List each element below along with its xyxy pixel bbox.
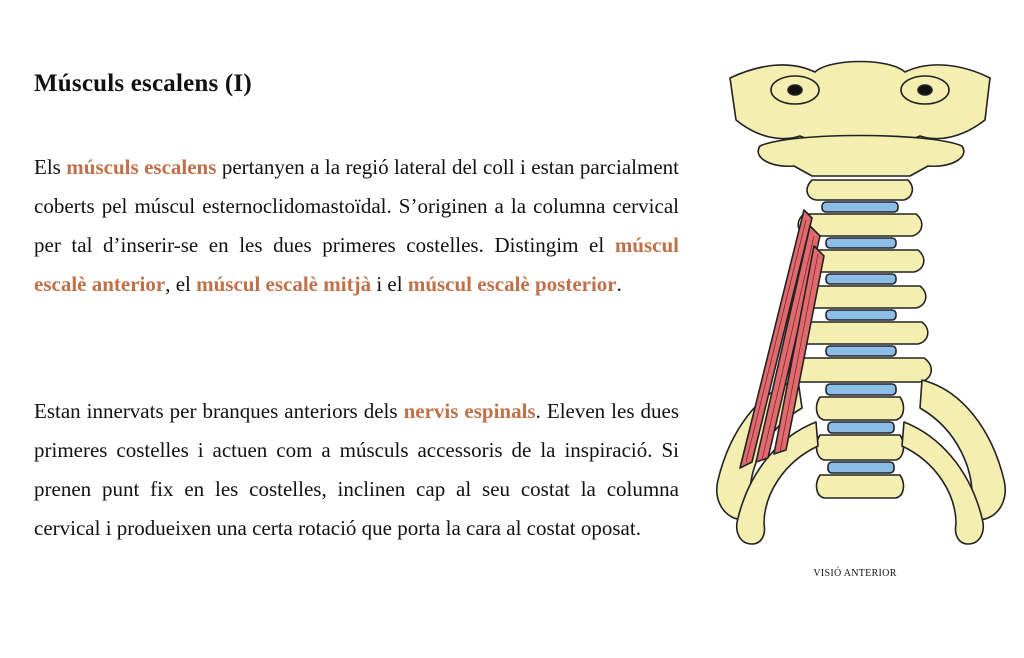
figure-caption: VISIÓ ANTERIOR	[813, 568, 897, 579]
text-segment: Els	[34, 155, 67, 179]
disc-c5	[826, 310, 896, 320]
page-title: Músculs escalens (I)	[34, 70, 252, 97]
text-segment: i el	[371, 272, 408, 296]
vertebra-c6	[792, 322, 928, 344]
cervical-spine-illustration	[700, 50, 1024, 550]
disc-c4	[826, 274, 896, 284]
disc-c3	[826, 238, 896, 248]
highlight-musculs-escalens: músculs escalens	[66, 155, 217, 179]
text-segment: Estan innervats per branques anteriors dels	[34, 399, 404, 423]
highlight-nervis-espinals: nervis espinals	[403, 399, 536, 423]
vertebra-t2	[817, 435, 904, 460]
left-foramen	[788, 85, 802, 95]
vertebra-c2	[807, 180, 912, 200]
vertebra-c7	[789, 358, 931, 382]
disc-c7	[826, 384, 896, 395]
text-segment: pertanyen a la regió lateral del coll i estan parcialment coberts pel múscul esternoclidomastoïdal. S’originen a la columna cervical per tal d’inserir-se en les dues primeres costelles. Distingim el	[34, 155, 679, 257]
paragraph-description	[34, 148, 679, 304]
atlas-vertebra	[758, 136, 964, 177]
text-segment: , el	[165, 272, 197, 296]
right-foramen	[918, 85, 932, 95]
disc-c6	[826, 346, 896, 356]
disc-c2	[822, 202, 898, 212]
text-segment: . Eleven les dues primeres costelles i actuen com a músculs accessoris de la inspiració. Si prenen punt fix en les costelles, inclinen cap al seu costat la columna cervical i produeixen una certa rotació que porta la cara al costat oposat.	[34, 399, 679, 540]
highlight-escale-posterior: múscul escalè posterior	[407, 272, 617, 296]
highlight-escale-anterior: múscul escalè anterior	[34, 233, 679, 296]
disc-t2	[828, 462, 894, 473]
skull-base	[730, 62, 990, 144]
vertebra-t3	[817, 475, 904, 498]
highlight-escale-mitja: múscul escalè mitjà	[196, 272, 372, 296]
vertebra-t1	[817, 397, 904, 420]
disc-t1	[828, 422, 894, 433]
text-segment: .	[616, 272, 622, 296]
paragraph-function	[34, 392, 679, 548]
